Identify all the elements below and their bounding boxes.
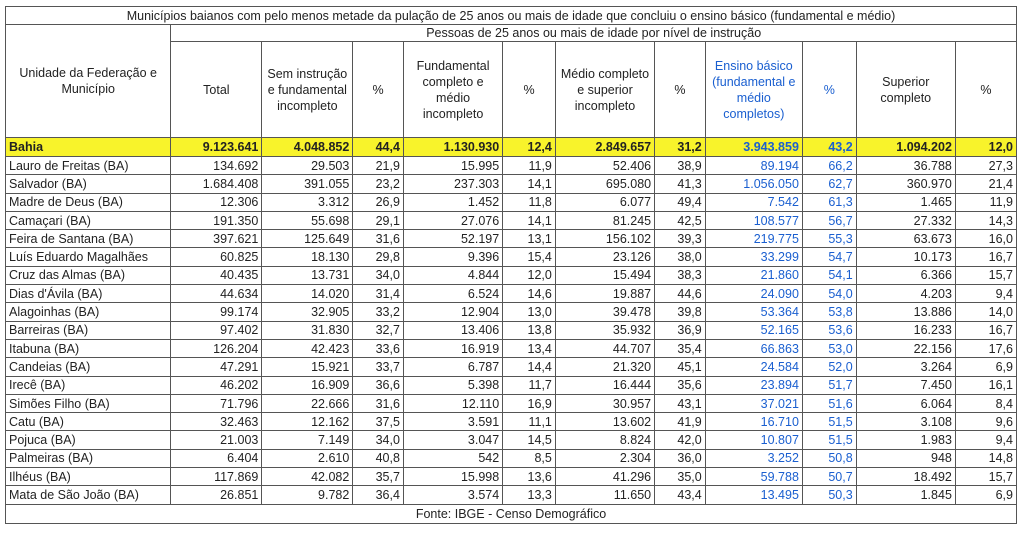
cell-pct-sem: 37,5 (353, 413, 404, 431)
cell-superior: 13.886 (856, 303, 955, 321)
cell-pct-sem: 32,7 (353, 321, 404, 339)
cell-medio: 41.296 (555, 468, 654, 486)
cell-pct-sem: 26,9 (353, 193, 404, 211)
cell-pct-superior: 16,1 (955, 376, 1016, 394)
table-row (6, 211, 1017, 229)
header-medio: Médio completo e superior incompleto (555, 42, 654, 138)
cell-sem-instrucao: 2.610 (262, 449, 353, 467)
cell-pct-medio: 39,8 (655, 303, 706, 321)
cell-pct-basico: 61,3 (802, 193, 856, 211)
table-row (6, 321, 1017, 339)
cell-pct-superior: 17,6 (955, 339, 1016, 357)
cell-fundamental: 12.904 (403, 303, 502, 321)
cell-total: 32.463 (171, 413, 262, 431)
cell-total: 6.404 (171, 449, 262, 467)
cell-fundamental: 12.110 (403, 394, 502, 412)
cell-medio: 13.602 (555, 413, 654, 431)
cell-pct-fund: 14,6 (503, 285, 556, 303)
cell-pct-medio: 36,9 (655, 321, 706, 339)
cell-municipio-name: Salvador (BA) (6, 175, 171, 193)
cell-total: 26.851 (171, 486, 262, 504)
state-pct-medio: 31,2 (655, 138, 706, 157)
cell-municipio-name: Palmeiras (BA) (6, 449, 171, 467)
state-fund: 1.130.930 (403, 138, 502, 157)
cell-fundamental: 27.076 (403, 211, 502, 229)
table-row (6, 486, 1017, 504)
cell-municipio-name: Lauro de Freitas (BA) (6, 157, 171, 175)
cell-pct-sem: 34,0 (353, 431, 404, 449)
cell-pct-fund: 14,1 (503, 175, 556, 193)
cell-total: 46.202 (171, 376, 262, 394)
header-pct-fund: % (503, 42, 556, 138)
cell-pct-fund: 15,4 (503, 248, 556, 266)
cell-sem-instrucao: 55.698 (262, 211, 353, 229)
state-row (6, 138, 1017, 157)
cell-pct-basico: 50,8 (802, 449, 856, 467)
cell-pct-sem: 36,4 (353, 486, 404, 504)
state-sem: 4.048.852 (262, 138, 353, 157)
cell-total: 97.402 (171, 321, 262, 339)
cell-pct-sem: 31,6 (353, 230, 404, 248)
cell-medio: 52.406 (555, 157, 654, 175)
cell-pct-fund: 13,8 (503, 321, 556, 339)
cell-fundamental: 3.591 (403, 413, 502, 431)
cell-municipio-name: Simões Filho (BA) (6, 394, 171, 412)
subheader: Pessoas de 25 anos ou mais de idade por nível de instrução (171, 25, 1017, 42)
cell-total: 21.003 (171, 431, 262, 449)
cell-pct-basico: 54,7 (802, 248, 856, 266)
cell-ensino-basico: 108.577 (705, 211, 802, 229)
cell-total: 99.174 (171, 303, 262, 321)
cell-pct-fund: 11,8 (503, 193, 556, 211)
cell-total: 44.634 (171, 285, 262, 303)
cell-pct-superior: 9,4 (955, 431, 1016, 449)
cell-ensino-basico: 10.807 (705, 431, 802, 449)
header-pct-superior: % (955, 42, 1016, 138)
cell-sem-instrucao: 125.649 (262, 230, 353, 248)
header-pct-basico: % (802, 42, 856, 138)
cell-ensino-basico: 24.584 (705, 358, 802, 376)
cell-superior: 22.156 (856, 339, 955, 357)
cell-pct-medio: 35,6 (655, 376, 706, 394)
cell-pct-superior: 15,7 (955, 266, 1016, 284)
cell-ensino-basico: 59.788 (705, 468, 802, 486)
cell-pct-sem: 33,6 (353, 339, 404, 357)
cell-sem-instrucao: 3.312 (262, 193, 353, 211)
cell-superior: 1.983 (856, 431, 955, 449)
cell-sem-instrucao: 42.082 (262, 468, 353, 486)
cell-pct-fund: 11,7 (503, 376, 556, 394)
cell-pct-fund: 8,5 (503, 449, 556, 467)
cell-fundamental: 52.197 (403, 230, 502, 248)
education-table (5, 6, 1017, 524)
cell-municipio-name: Irecê (BA) (6, 376, 171, 394)
cell-pct-superior: 6,9 (955, 486, 1016, 504)
source-note: Fonte: IBGE - Censo Demográfico (6, 504, 1017, 523)
cell-ensino-basico: 23.894 (705, 376, 802, 394)
cell-pct-sem: 29,1 (353, 211, 404, 229)
cell-pct-sem: 40,8 (353, 449, 404, 467)
cell-pct-medio: 45,1 (655, 358, 706, 376)
cell-sem-instrucao: 16.909 (262, 376, 353, 394)
cell-pct-medio: 39,3 (655, 230, 706, 248)
state-pct-sem: 44,4 (353, 138, 404, 157)
cell-medio: 44.707 (555, 339, 654, 357)
cell-pct-fund: 14,4 (503, 358, 556, 376)
cell-municipio-name: Feira de Santana (BA) (6, 230, 171, 248)
state-basico: 3.943.859 (705, 138, 802, 157)
header-pct-sem: % (353, 42, 404, 138)
cell-ensino-basico: 16.710 (705, 413, 802, 431)
table-row (6, 449, 1017, 467)
cell-municipio-name: Dias d'Ávila (BA) (6, 285, 171, 303)
cell-superior: 1.465 (856, 193, 955, 211)
cell-pct-superior: 6,9 (955, 358, 1016, 376)
cell-superior: 36.788 (856, 157, 955, 175)
cell-pct-sem: 31,6 (353, 394, 404, 412)
cell-sem-instrucao: 13.731 (262, 266, 353, 284)
table-row (6, 157, 1017, 175)
cell-pct-fund: 13,0 (503, 303, 556, 321)
cell-superior: 3.264 (856, 358, 955, 376)
cell-fundamental: 15.998 (403, 468, 502, 486)
cell-fundamental: 1.452 (403, 193, 502, 211)
cell-pct-basico: 62,7 (802, 175, 856, 193)
cell-ensino-basico: 24.090 (705, 285, 802, 303)
cell-medio: 11.650 (555, 486, 654, 504)
cell-ensino-basico: 37.021 (705, 394, 802, 412)
header-ensino-basico: Ensino básico (fundamental e médio completos) (705, 42, 802, 138)
cell-municipio-name: Mata de São João (BA) (6, 486, 171, 504)
cell-ensino-basico: 219.775 (705, 230, 802, 248)
cell-pct-medio: 35,4 (655, 339, 706, 357)
cell-pct-basico: 51,7 (802, 376, 856, 394)
cell-pct-superior: 11,9 (955, 193, 1016, 211)
cell-pct-sem: 34,0 (353, 266, 404, 284)
cell-fundamental: 3.574 (403, 486, 502, 504)
cell-pct-medio: 42,5 (655, 211, 706, 229)
state-pct-fund: 12,4 (503, 138, 556, 157)
cell-ensino-basico: 3.252 (705, 449, 802, 467)
cell-ensino-basico: 7.542 (705, 193, 802, 211)
cell-fundamental: 542 (403, 449, 502, 467)
cell-pct-sem: 35,7 (353, 468, 404, 486)
cell-pct-basico: 50,3 (802, 486, 856, 504)
cell-superior: 10.173 (856, 248, 955, 266)
cell-sem-instrucao: 12.162 (262, 413, 353, 431)
cell-pct-fund: 16,9 (503, 394, 556, 412)
cell-sem-instrucao: 29.503 (262, 157, 353, 175)
municipality-rows (6, 157, 1017, 505)
cell-pct-fund: 11,9 (503, 157, 556, 175)
cell-pct-fund: 13,4 (503, 339, 556, 357)
cell-ensino-basico: 52.165 (705, 321, 802, 339)
cell-pct-basico: 51,5 (802, 431, 856, 449)
cell-pct-fund: 13,3 (503, 486, 556, 504)
cell-medio: 23.126 (555, 248, 654, 266)
cell-pct-basico: 53,6 (802, 321, 856, 339)
cell-fundamental: 16.919 (403, 339, 502, 357)
table-row (6, 358, 1017, 376)
cell-medio: 695.080 (555, 175, 654, 193)
cell-fundamental: 4.844 (403, 266, 502, 284)
header-total: Total (171, 42, 262, 138)
header-uf: Unidade da Federação e Município (6, 25, 171, 138)
cell-pct-fund: 13,6 (503, 468, 556, 486)
cell-medio: 2.304 (555, 449, 654, 467)
cell-pct-sem: 29,8 (353, 248, 404, 266)
table-row (6, 175, 1017, 193)
cell-pct-superior: 16,7 (955, 321, 1016, 339)
subheader-row (6, 25, 1017, 42)
cell-superior: 948 (856, 449, 955, 467)
cell-total: 134.692 (171, 157, 262, 175)
cell-total: 40.435 (171, 266, 262, 284)
cell-ensino-basico: 89.194 (705, 157, 802, 175)
cell-municipio-name: Alagoinhas (BA) (6, 303, 171, 321)
cell-sem-instrucao: 31.830 (262, 321, 353, 339)
cell-pct-superior: 14,0 (955, 303, 1016, 321)
cell-pct-basico: 51,6 (802, 394, 856, 412)
table-row (6, 285, 1017, 303)
header-pct-medio: % (655, 42, 706, 138)
state-pct-superior: 12,0 (955, 138, 1016, 157)
cell-superior: 63.673 (856, 230, 955, 248)
cell-ensino-basico: 66.863 (705, 339, 802, 357)
cell-pct-superior: 9,6 (955, 413, 1016, 431)
title-row (6, 7, 1017, 25)
cell-pct-basico: 50,7 (802, 468, 856, 486)
cell-pct-sem: 21,9 (353, 157, 404, 175)
cell-pct-sem: 23,2 (353, 175, 404, 193)
cell-municipio-name: Luís Eduardo Magalhães (6, 248, 171, 266)
cell-municipio-name: Ilhéus (BA) (6, 468, 171, 486)
cell-pct-superior: 14,3 (955, 211, 1016, 229)
table-row (6, 303, 1017, 321)
table-row (6, 431, 1017, 449)
cell-sem-instrucao: 9.782 (262, 486, 353, 504)
cell-fundamental: 9.396 (403, 248, 502, 266)
cell-pct-medio: 44,6 (655, 285, 706, 303)
cell-pct-medio: 41,3 (655, 175, 706, 193)
cell-sem-instrucao: 22.666 (262, 394, 353, 412)
cell-pct-medio: 35,0 (655, 468, 706, 486)
cell-superior: 6.366 (856, 266, 955, 284)
cell-fundamental: 5.398 (403, 376, 502, 394)
cell-ensino-basico: 1.056.050 (705, 175, 802, 193)
cell-pct-fund: 14,5 (503, 431, 556, 449)
cell-total: 47.291 (171, 358, 262, 376)
cell-superior: 27.332 (856, 211, 955, 229)
cell-pct-sem: 36,6 (353, 376, 404, 394)
cell-pct-basico: 52,0 (802, 358, 856, 376)
cell-pct-superior: 16,0 (955, 230, 1016, 248)
cell-sem-instrucao: 18.130 (262, 248, 353, 266)
cell-municipio-name: Catu (BA) (6, 413, 171, 431)
cell-medio: 30.957 (555, 394, 654, 412)
cell-sem-instrucao: 14.020 (262, 285, 353, 303)
cell-medio: 156.102 (555, 230, 654, 248)
cell-pct-medio: 36,0 (655, 449, 706, 467)
cell-total: 1.684.408 (171, 175, 262, 193)
cell-fundamental: 15.995 (403, 157, 502, 175)
table-container (5, 6, 1017, 524)
header-fundamental: Fundamental completo e médio incompleto (403, 42, 502, 138)
cell-fundamental: 13.406 (403, 321, 502, 339)
cell-total: 397.621 (171, 230, 262, 248)
cell-superior: 7.450 (856, 376, 955, 394)
cell-pct-medio: 41,9 (655, 413, 706, 431)
table-row (6, 266, 1017, 284)
cell-pct-sem: 33,7 (353, 358, 404, 376)
footer-row (6, 504, 1017, 523)
cell-municipio-name: Cruz das Almas (BA) (6, 266, 171, 284)
cell-municipio-name: Madre de Deus (BA) (6, 193, 171, 211)
cell-total: 60.825 (171, 248, 262, 266)
cell-total: 191.350 (171, 211, 262, 229)
cell-medio: 19.887 (555, 285, 654, 303)
cell-pct-sem: 31,4 (353, 285, 404, 303)
cell-superior: 3.108 (856, 413, 955, 431)
state-medio: 2.849.657 (555, 138, 654, 157)
cell-sem-instrucao: 7.149 (262, 431, 353, 449)
cell-pct-medio: 43,4 (655, 486, 706, 504)
table-row (6, 413, 1017, 431)
table-row (6, 376, 1017, 394)
cell-total: 126.204 (171, 339, 262, 357)
cell-pct-superior: 16,7 (955, 248, 1016, 266)
table-row (6, 230, 1017, 248)
header-sem-instrucao: Sem instrução e fundamental incompleto (262, 42, 353, 138)
cell-pct-fund: 12,0 (503, 266, 556, 284)
cell-pct-superior: 21,4 (955, 175, 1016, 193)
cell-superior: 16.233 (856, 321, 955, 339)
cell-total: 12.306 (171, 193, 262, 211)
cell-medio: 15.494 (555, 266, 654, 284)
cell-medio: 39.478 (555, 303, 654, 321)
cell-ensino-basico: 53.364 (705, 303, 802, 321)
cell-superior: 18.492 (856, 468, 955, 486)
cell-superior: 4.203 (856, 285, 955, 303)
cell-sem-instrucao: 32.905 (262, 303, 353, 321)
cell-pct-basico: 53,0 (802, 339, 856, 357)
cell-medio: 6.077 (555, 193, 654, 211)
cell-municipio-name: Pojuca (BA) (6, 431, 171, 449)
cell-fundamental: 3.047 (403, 431, 502, 449)
cell-pct-fund: 11,1 (503, 413, 556, 431)
cell-superior: 6.064 (856, 394, 955, 412)
cell-sem-instrucao: 391.055 (262, 175, 353, 193)
cell-superior: 360.970 (856, 175, 955, 193)
cell-pct-basico: 51,5 (802, 413, 856, 431)
cell-superior: 1.845 (856, 486, 955, 504)
cell-pct-fund: 14,1 (503, 211, 556, 229)
cell-total: 117.869 (171, 468, 262, 486)
table-row (6, 193, 1017, 211)
cell-total: 71.796 (171, 394, 262, 412)
cell-medio: 81.245 (555, 211, 654, 229)
cell-pct-medio: 38,3 (655, 266, 706, 284)
table-row (6, 248, 1017, 266)
state-name: Bahia (6, 138, 171, 157)
cell-pct-superior: 8,4 (955, 394, 1016, 412)
cell-pct-medio: 38,9 (655, 157, 706, 175)
cell-pct-medio: 38,0 (655, 248, 706, 266)
cell-fundamental: 6.524 (403, 285, 502, 303)
cell-fundamental: 237.303 (403, 175, 502, 193)
cell-ensino-basico: 33.299 (705, 248, 802, 266)
cell-medio: 8.824 (555, 431, 654, 449)
cell-pct-basico: 55,3 (802, 230, 856, 248)
cell-pct-superior: 27,3 (955, 157, 1016, 175)
cell-pct-superior: 9,4 (955, 285, 1016, 303)
cell-pct-sem: 33,2 (353, 303, 404, 321)
cell-ensino-basico: 13.495 (705, 486, 802, 504)
cell-pct-medio: 43,1 (655, 394, 706, 412)
state-superior: 1.094.202 (856, 138, 955, 157)
cell-municipio-name: Camaçari (BA) (6, 211, 171, 229)
cell-ensino-basico: 21.860 (705, 266, 802, 284)
cell-pct-superior: 14,8 (955, 449, 1016, 467)
cell-pct-medio: 49,4 (655, 193, 706, 211)
table-row (6, 394, 1017, 412)
cell-pct-basico: 53,8 (802, 303, 856, 321)
cell-pct-superior: 15,7 (955, 468, 1016, 486)
cell-fundamental: 6.787 (403, 358, 502, 376)
cell-sem-instrucao: 42.423 (262, 339, 353, 357)
cell-pct-medio: 42,0 (655, 431, 706, 449)
cell-sem-instrucao: 15.921 (262, 358, 353, 376)
cell-pct-basico: 54,1 (802, 266, 856, 284)
table-title: Municípios baianos com pelo menos metade da pulação de 25 anos ou mais de idade que concluiu o ensino básico (fundamental e médio) (6, 7, 1017, 25)
cell-medio: 35.932 (555, 321, 654, 339)
cell-medio: 21.320 (555, 358, 654, 376)
state-total: 9.123.641 (171, 138, 262, 157)
header-superior: Superior completo (856, 42, 955, 138)
cell-municipio-name: Itabuna (BA) (6, 339, 171, 357)
table-row (6, 468, 1017, 486)
cell-pct-fund: 13,1 (503, 230, 556, 248)
cell-municipio-name: Candeias (BA) (6, 358, 171, 376)
cell-municipio-name: Barreiras (BA) (6, 321, 171, 339)
cell-pct-basico: 54,0 (802, 285, 856, 303)
cell-medio: 16.444 (555, 376, 654, 394)
cell-pct-basico: 56,7 (802, 211, 856, 229)
table-row (6, 339, 1017, 357)
state-pct-basico: 43,2 (802, 138, 856, 157)
cell-pct-basico: 66,2 (802, 157, 856, 175)
